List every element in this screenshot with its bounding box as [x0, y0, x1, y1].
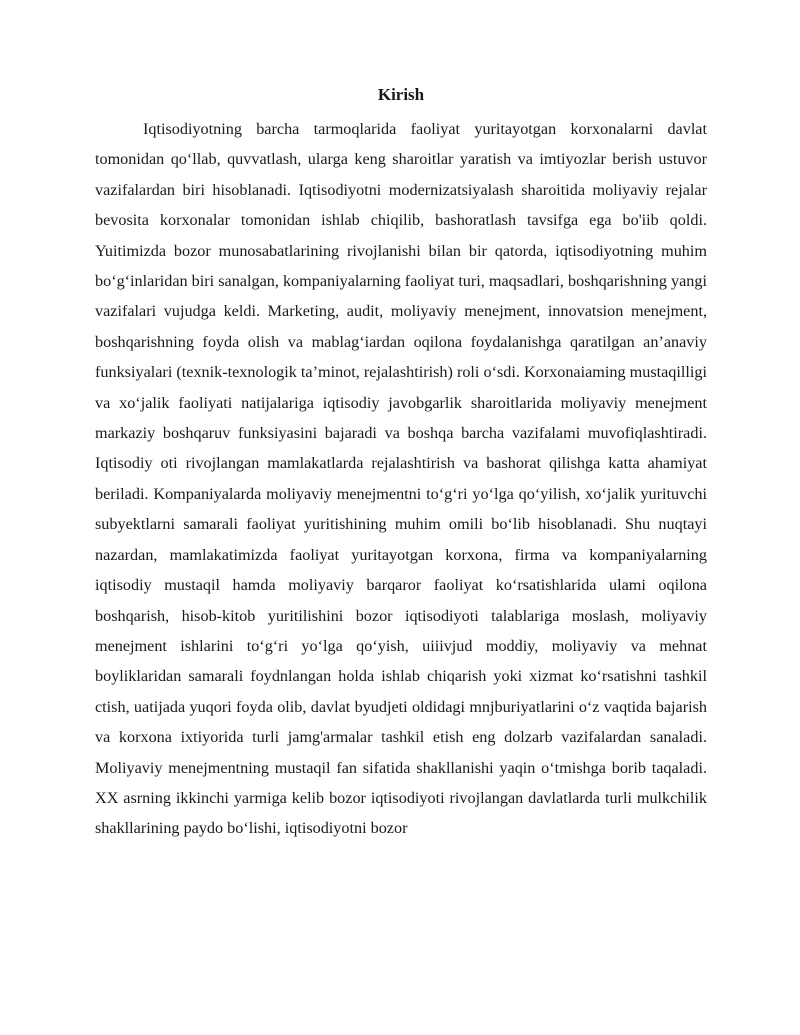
document-page — [95, 82, 707, 844]
body-paragraph: Iqtisodiyotning barcha tarmoqlarida faoliyat yuritayotgan korxonalarni davlat tomonidan qo‘llab, quvvatlash, ularga keng sharoitlar yaratish va imtiyozlar berish ustuvor vazifalardan biri hisoblanadi. Iqtisodiyotni modernizatsiyalash sharoitida moliyaviy rejalar bevosita korxonalar tomonidan ishlab chiqilib, bashoratlash tavsifga ega bo'iib qoldi. Yuitimizda bozor munosabatlarining rivojlanishi bilan bir qatorda, iqtisodiyotning muhim bo‘g‘inlaridan biri sanalgan, kompaniyalarning faoliyat turi, maqsadlari, boshqarishning yangi vazifalari vujudga keldi. Marketing, audit, moliyaviy menejment, innovatsion menejment, boshqarishning foyda olish va mablag‘iardan oqilona foydalanishga qaratilgan an’anaviy funksiyalari (texnik-texnologik ta’minot, rejalashtirish) roli o‘sdi. Korxonaiaming mustaqilligi va xo‘jalik faoliyati natijalariga iqtisodiy javobgarlik sharoitlarida moliyaviy menejment markaziy boshqaruv funksiyasini bajaradi va boshqa barcha vazifalami muvofiqlashtiradi. Iqtisodiy oti rivojlangan mamlakatlarda rejalashtirish va bashorat qilishga katta ahamiyat beriladi. Kompaniyalarda moliyaviy menejmentni to‘g‘ri yo‘lga qo‘yilish, xo‘jalik yurituvchi subyektlarni samarali faoliyat yuritishining muhim omili bo‘lib hisoblanadi. Shu nuqtayi nazardan, mamlakatimizda faoliyat yuritayotgan korxona, firma va kompaniyalarning iqtisodiy mustaqil hamda moliyaviy barqaror faoliyat ko‘rsatishlarida ulami oqilona boshqarish, hisob-kitob yuritilishini bozor iqtisodiyoti talablariga moslash, moliyaviy menejment ishlarini to‘g‘ri yo‘lga qo‘yish, uiiivjud moddiy, moliyaviy va mehnat boyliklaridan samarali foydnlangan holda ishlab chiqarish yoki xizmat ko‘rsatishni tashkil ctish, uatijada yuqori foyda olib, davlat byudjeti oldidagi mnjburiyatlarini o‘z vaqtida bajarish va korxona ixtiyorida turli jamg'armalar tashkil etish eng dolzarb vazifalardan sanaladi. Moliyaviy menejmentning mustaqil fan sifatida shakllanishi yaqin o‘tmishga borib taqaladi. XX asrning ikkinchi yarmiga kelib bozor iqtisodiyoti rivojlangan davlatlarda turli mulkchilik shakllarining paydo bo‘lishi, iqtisodiyotni bozor — [95, 120, 707, 838]
document-title: Kirish — [377, 85, 425, 104]
